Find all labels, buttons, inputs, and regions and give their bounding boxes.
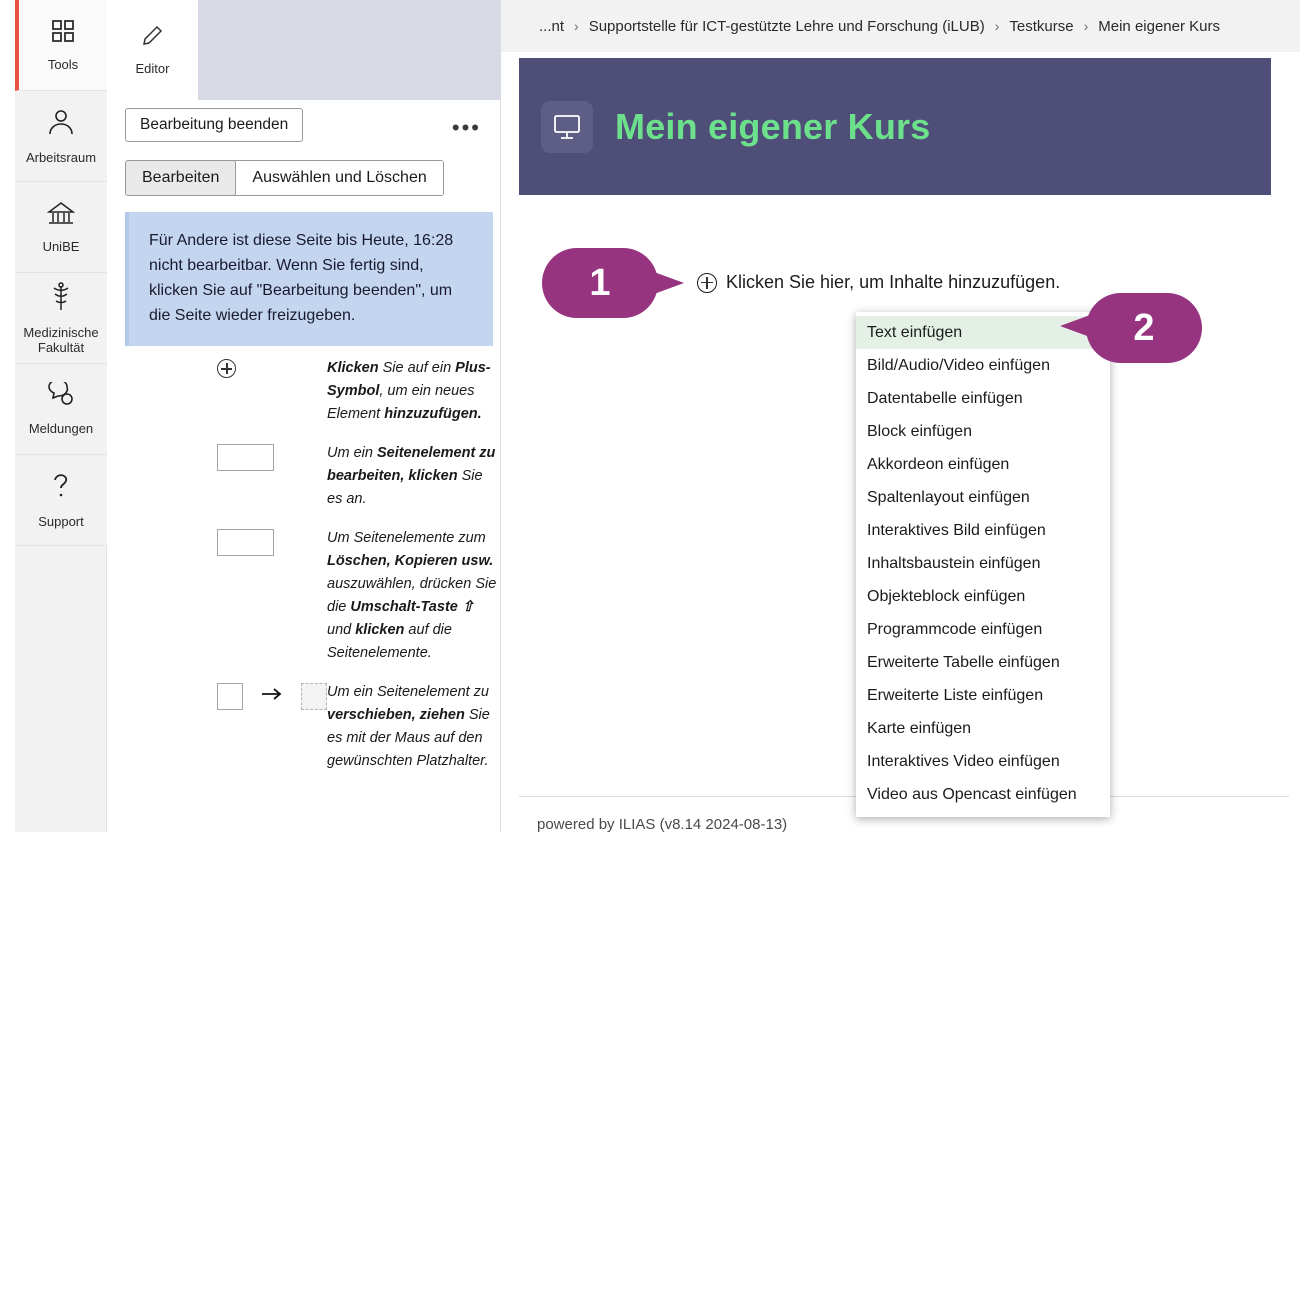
legend-item [217,357,497,426]
legend-text-move: Um ein Seitenelement zu verschieben, ziehen Sie es mit der Maus auf den gewünschten Platzhalter. [327,684,490,769]
editor-panel [107,0,501,832]
sidebar-item-label: Tools [47,57,79,72]
sidebar-item-support[interactable] [15,455,107,546]
callout-number: 2 [1086,293,1202,363]
callout-number: 1 [542,248,658,318]
breadcrumb-separator: › [1083,18,1089,34]
menu-item-akkordeon-einfuegen[interactable]: Akkordeon einfügen [867,455,1010,473]
page-title: Mein eigener Kurs [615,105,931,147]
legend-text-select: Um Seitenelemente zum Löschen, Kopieren usw. auszuwählen, drücken Sie die Umschalt-Taste ⇧ und klicken auf die Seitenelemente. [327,530,497,661]
menu-item-bild-audio-video-einfuegen[interactable]: Bild/Audio/Video einfügen [867,356,1050,374]
menu-item-programmcode-einfuegen[interactable]: Programmcode einfügen [867,620,1043,638]
person-icon [46,107,76,142]
menu-item-objekteblock-einfuegen[interactable]: Objekteblock einfügen [867,587,1026,605]
menu-item-text-einfuegen[interactable]: Text einfügen [856,316,1110,349]
plus-circle-icon [217,359,236,378]
menu-item-block-einfuegen[interactable]: Block einfügen [867,422,972,440]
sidebar-item-label: Support [38,514,84,529]
grid-icon [50,18,76,49]
editing-lock-info-message: Für Andere ist diese Seite bis Heute, 16:28 nicht bearbeitbar. Wenn Sie fertig sind, klicken Sie auf "Bearbeitung beenden", um die Seite wieder freizugeben. [125,212,493,346]
legend-text-add: Klicken Sie auf ein Plus-Symbol, um ein neues Element hinzuzufügen. [327,360,491,422]
menu-item-karte-einfuegen[interactable]: Karte einfügen [867,719,972,737]
sidebar-item-unibe[interactable] [15,182,107,273]
placeholder-box-icon [217,683,243,710]
course-screen-icon [541,101,593,153]
sidebar-item-label: Arbeitsraum [25,150,97,165]
menu-item-interaktives-video-einfuegen[interactable]: Interaktives Video einfügen [867,752,1060,770]
caduceus-icon [49,282,73,317]
menu-item-spaltenlayout-einfuegen[interactable]: Spaltenlayout einfügen [867,488,1030,506]
breadcrumb-separator: › [574,18,579,34]
sidebar-item-arbeitsraum[interactable] [15,91,107,182]
sidebar-item-label: Medizinische Fakultät [23,324,99,355]
callout-badge-2 [1086,293,1202,363]
callout-badge-1 [542,248,658,318]
add-content-button[interactable] [697,272,1060,293]
legend-text-edit: Um ein Seitenelement zu bearbeiten, klicken Sie es an. [327,445,496,507]
course-header [519,58,1271,195]
add-content-label: Klicken Sie hier, um Inhalte hinzuzufügen. [726,272,1061,292]
pencil-icon [142,24,164,51]
menu-item-datentabelle-einfuegen[interactable]: Datentabelle einfügen [867,389,1023,407]
sidebar-item-medizinische-fakultaet[interactable] [15,273,107,364]
placeholder-box-icon [217,529,274,556]
legend-item [217,527,497,665]
menu-item-video-aus-opencast-einfuegen[interactable]: Video aus Opencast einfügen [867,785,1077,803]
tab-auswaehlen-und-loeschen[interactable]: Auswählen und Löschen [236,161,442,195]
placeholder-box-icon [217,444,274,471]
breadcrumb-item-1[interactable]: Supportstelle für ICT-gestützte Lehre und Forschung (iLUB) [588,17,985,35]
more-options-kebab-icon[interactable]: ••• [451,115,481,140]
sidebar-item-tools[interactable] [15,0,107,91]
left-icon-rail [15,0,107,832]
callout-tail [654,272,684,294]
sidebar-item-meldungen[interactable] [15,364,107,455]
sidebar-item-label: UniBE [42,239,80,254]
tab-bearbeiten[interactable]: Bearbeiten [125,160,236,196]
menu-item-erweiterte-liste-einfuegen[interactable]: Erweiterte Liste einfügen [867,686,1044,704]
callout-tail [1060,315,1090,337]
question-mark-icon [50,471,72,506]
tab-editor[interactable] [107,0,198,100]
building-icon [46,200,76,231]
legend-glyph [217,527,327,556]
menu-item-erweiterte-tabelle-einfuegen[interactable]: Erweiterte Tabelle einfügen [867,653,1060,671]
legend-glyph [217,357,327,378]
sidebar-item-label: Meldungen [28,421,94,436]
legend-item [217,442,497,511]
editor-header-background [198,0,501,100]
legend-glyph [107,681,327,710]
breadcrumb-item-2[interactable]: Testkurse [1009,17,1074,35]
breadcrumb-separator: › [994,18,1000,34]
tab-editor-label: Editor [135,61,170,76]
drop-target-box-icon [301,683,327,710]
insert-element-menu [856,312,1110,817]
legend-glyph [217,442,327,471]
menu-item-inhaltsbaustein-einfuegen[interactable]: Inhaltsbaustein einfügen [867,554,1041,572]
editor-mode-segmented-control [125,160,444,196]
editor-legend [217,357,497,789]
editor-toolbar [125,108,485,142]
breadcrumb-item-0[interactable]: ...nt [539,17,565,35]
breadcrumb [501,0,1300,52]
drag-arrow-icon [261,687,283,706]
plus-circle-icon[interactable] [697,273,717,293]
menu-item-interaktives-bild-einfuegen[interactable]: Interaktives Bild einfügen [867,521,1046,539]
end-editing-button[interactable]: Bearbeitung beenden [125,108,303,142]
legend-item [107,681,497,773]
speech-bubble-icon [46,382,76,413]
breadcrumb-item-3: Mein eigener Kurs [1098,17,1220,35]
footer-text: powered by ILIAS (v8.14 2024-08-13) [537,816,788,833]
